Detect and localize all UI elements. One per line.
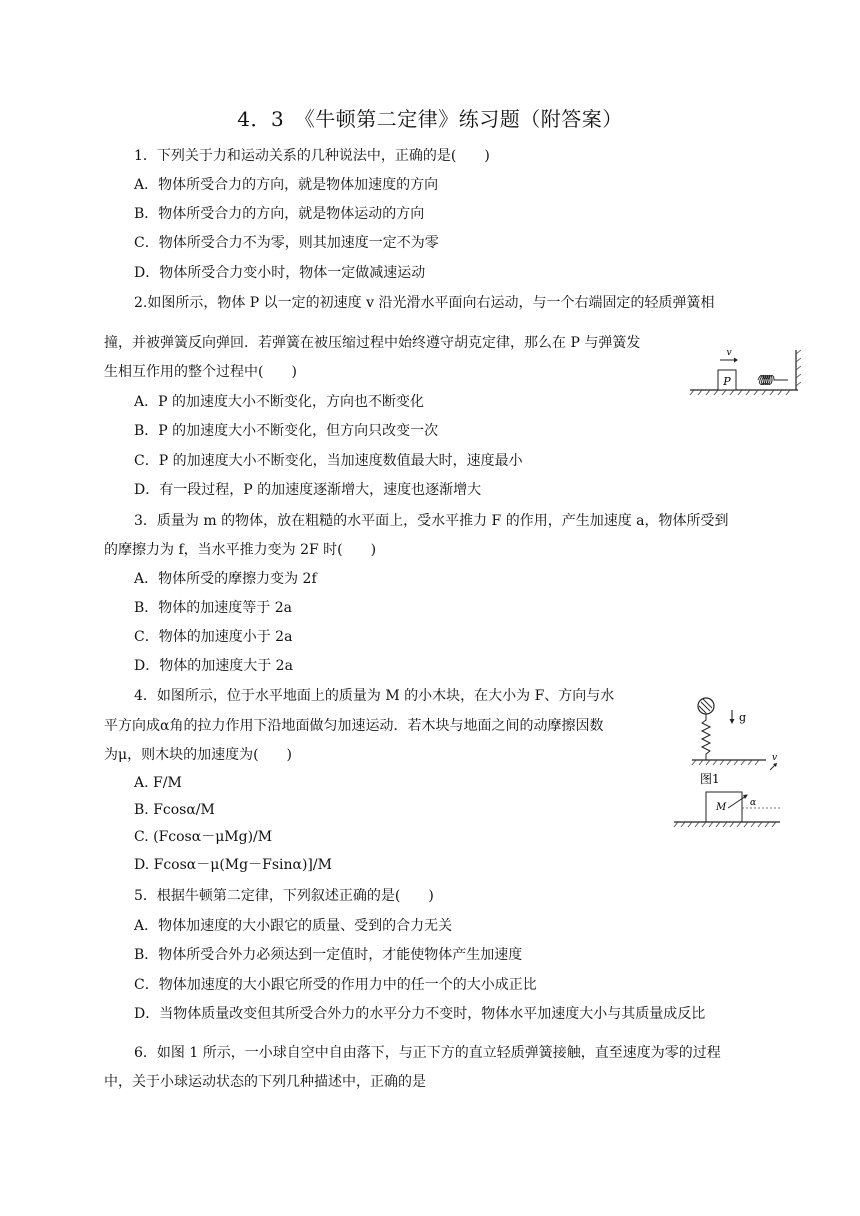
axis-label: v (772, 753, 778, 763)
q4-stem-line-1: 4．如图所示，位于水平地面上的质量为 M 的小木块，在大小为 F、方向与水 (134, 688, 615, 704)
q1-stem: 1．下列关于力和运动关系的几种说法中，正确的是( ) (134, 148, 490, 164)
q3-option-d: D．物体的加速度大于 2a (134, 658, 293, 674)
q5-option-a: A．物体加速度的大小跟它的质量、受到的合力无关 (134, 918, 453, 934)
q2-stem-line-2: 撞，并被弹簧反向弹回．若弹簧在被压缩过程中始终遵守胡克定律，那么在 P 与弹簧发 (104, 335, 641, 351)
q4-option-c: C. (Fcosα－μMg)/M (134, 829, 273, 845)
q4-stem-line-2: 平方向成α角的拉力作用下沿地面做匀加速运动．若木块与地面之间的动摩擦因数 (104, 718, 604, 734)
q3-stem-line-1: 3．质量为 m 的物体，放在粗糙的水平面上，受水平推力 F 的作用，产生加速度 a，物体所受到 (134, 513, 729, 529)
vertical-spring (702, 714, 710, 760)
q5-option-b: B．物体所受合外力必须达到一定值时，才能使物体产生加速度 (134, 947, 523, 963)
gravity-label: g (739, 711, 747, 724)
q4-figures (670, 688, 786, 832)
q4-option-a: A. F/M (134, 775, 182, 791)
ball (698, 698, 714, 714)
velocity-label: v (726, 348, 732, 358)
q2-option-a: A．P 的加速度大小不断变化，方向也不断变化 (134, 394, 424, 410)
q5-option-c: C．物体加速度的大小跟它所受的作用力中的任一个的大小成正比 (134, 977, 537, 993)
q3-option-c: C．物体的加速度小于 2a (134, 629, 293, 645)
q4-stem-line-3: 为μ，则木块的加速度为( ) (104, 747, 293, 763)
q2-option-b: B．P 的加速度大小不断变化，但方向只改变一次 (134, 423, 439, 439)
q2-option-c: C．P 的加速度大小不断变化，当加速度数值最大时，速度最小 (134, 453, 523, 469)
q1-option-a: A．物体所受合力的方向，就是物体加速度的方向 (134, 177, 439, 193)
q6-stem-line-2: 中，关于小球运动状态的下列几种描述中，正确的是 (104, 1074, 426, 1090)
q6-stem-line-1: 6．如图 1 所示，一小球自空中自由落下，与正下方的直立轻质弹簧接触，直至速度为零的过程 (134, 1045, 721, 1061)
q1-option-d: D．物体所受合力变小时，物体一定做减速运动 (134, 265, 426, 281)
q2-option-d: D．有一段过程，P 的加速度逐渐增大，速度也逐渐增大 (134, 482, 482, 498)
q1-option-b: B．物体所受合力的方向，就是物体运动的方向 (134, 206, 425, 222)
q3-option-b: B．物体的加速度等于 2a (134, 600, 292, 616)
block-m-label: M (716, 802, 727, 813)
q3-stem-line-2: 的摩擦力为 f，当水平推力变为 2F 时( ) (104, 542, 377, 558)
q5-option-d: D．当物体质量改变但其所受合外力的水平分力不变时，物体水平加速度大小与其质量成反比 (134, 1006, 706, 1022)
q2-spring-figure (686, 344, 806, 396)
block-p-label: P (723, 375, 731, 388)
q5-stem: 5．根据牛顿第二定律，下列叙述正确的是( ) (134, 888, 434, 904)
figure-caption: 图1 (700, 772, 720, 786)
q2-stem-line-1: 2.如图所示，物体 P 以一定的初速度 v 沿光滑水平面向右运动，与一个右端固定的轻质弹簧相 (134, 295, 715, 311)
q2-stem-line-3: 生相互作用的整个过程中( ) (104, 364, 297, 380)
q4-option-d: D. Fcosα－μ(Mg－Fsinα)]/M (134, 857, 332, 873)
document-title: 4．3 《牛顿第二定律》练习题（附答案） (237, 107, 623, 131)
angle-label: α (750, 798, 757, 808)
q3-option-a: A．物体所受的摩擦力变为 2f (134, 571, 317, 587)
spring (758, 376, 788, 385)
q4-option-b: B. Fcosα/M (134, 802, 215, 818)
q1-option-c: C．物体所受合力不为零，则其加速度一定不为零 (134, 235, 439, 251)
